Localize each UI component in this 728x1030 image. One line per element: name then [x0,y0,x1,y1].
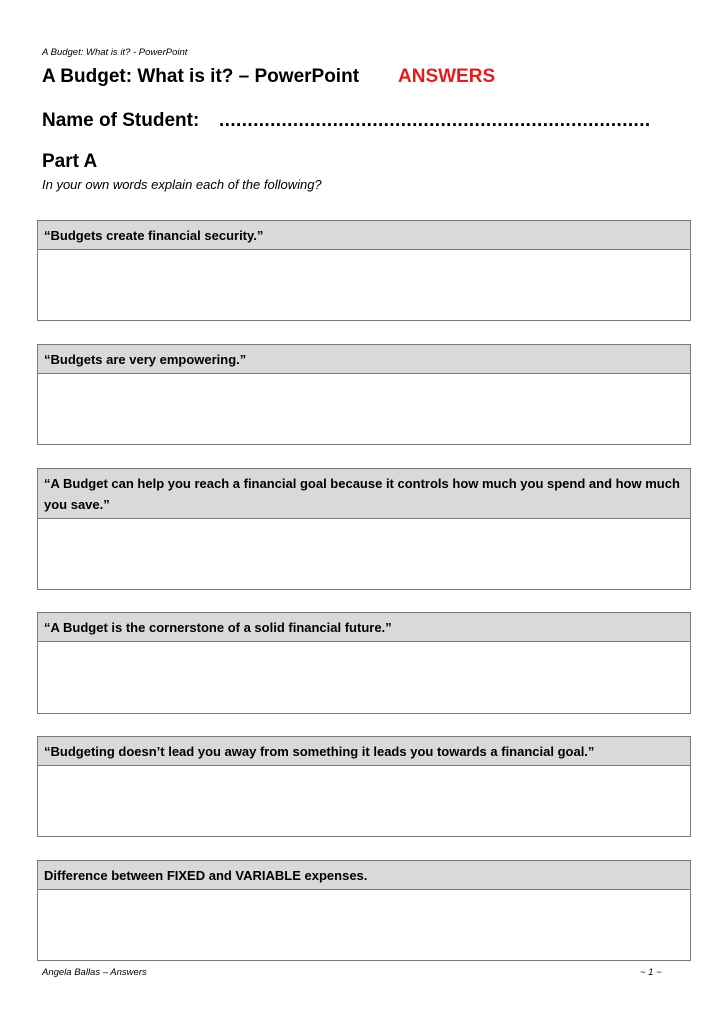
question-box-6 [37,860,691,961]
answer-area[interactable] [38,250,690,320]
question-box-4 [37,612,691,714]
student-name-label: Name of Student: [42,110,200,131]
running-header: A Budget: What is it? - PowerPoint [42,47,188,58]
question-prompt: “Budgets create financial security.” [38,221,690,250]
question-prompt: “A Budget can help you reach a financial goal because it controls how much you spend and how much you save.” [38,469,690,519]
question-box-1 [37,220,691,321]
answer-area[interactable] [38,766,690,836]
question-box-3 [37,468,691,590]
footer-page-number: ~ 1 ~ [640,967,662,978]
question-box-2 [37,344,691,445]
question-prompt: “Budgets are very empowering.” [38,345,690,374]
answer-area[interactable] [38,374,690,444]
page-title [42,66,496,88]
student-name-field[interactable]: ............................................................................ [219,110,651,131]
student-name-line [42,110,651,132]
footer-author: Angela Ballas – Answers [42,967,147,978]
answers-label: ANSWERS [398,66,496,87]
answer-area[interactable] [38,642,690,713]
part-instruction: In your own words explain each of the following? [42,177,322,192]
title-text: A Budget: What is it? – PowerPoint [42,66,360,87]
question-box-5 [37,736,691,837]
question-prompt: Difference between FIXED and VARIABLE expenses. [38,861,690,890]
part-heading: Part A [42,151,98,172]
answer-area[interactable] [38,890,690,960]
answer-area[interactable] [38,519,690,589]
question-prompt: “A Budget is the cornerstone of a solid financial future.” [38,613,690,642]
question-prompt: “Budgeting doesn’t lead you away from something it leads you towards a financial goal.” [38,737,690,766]
